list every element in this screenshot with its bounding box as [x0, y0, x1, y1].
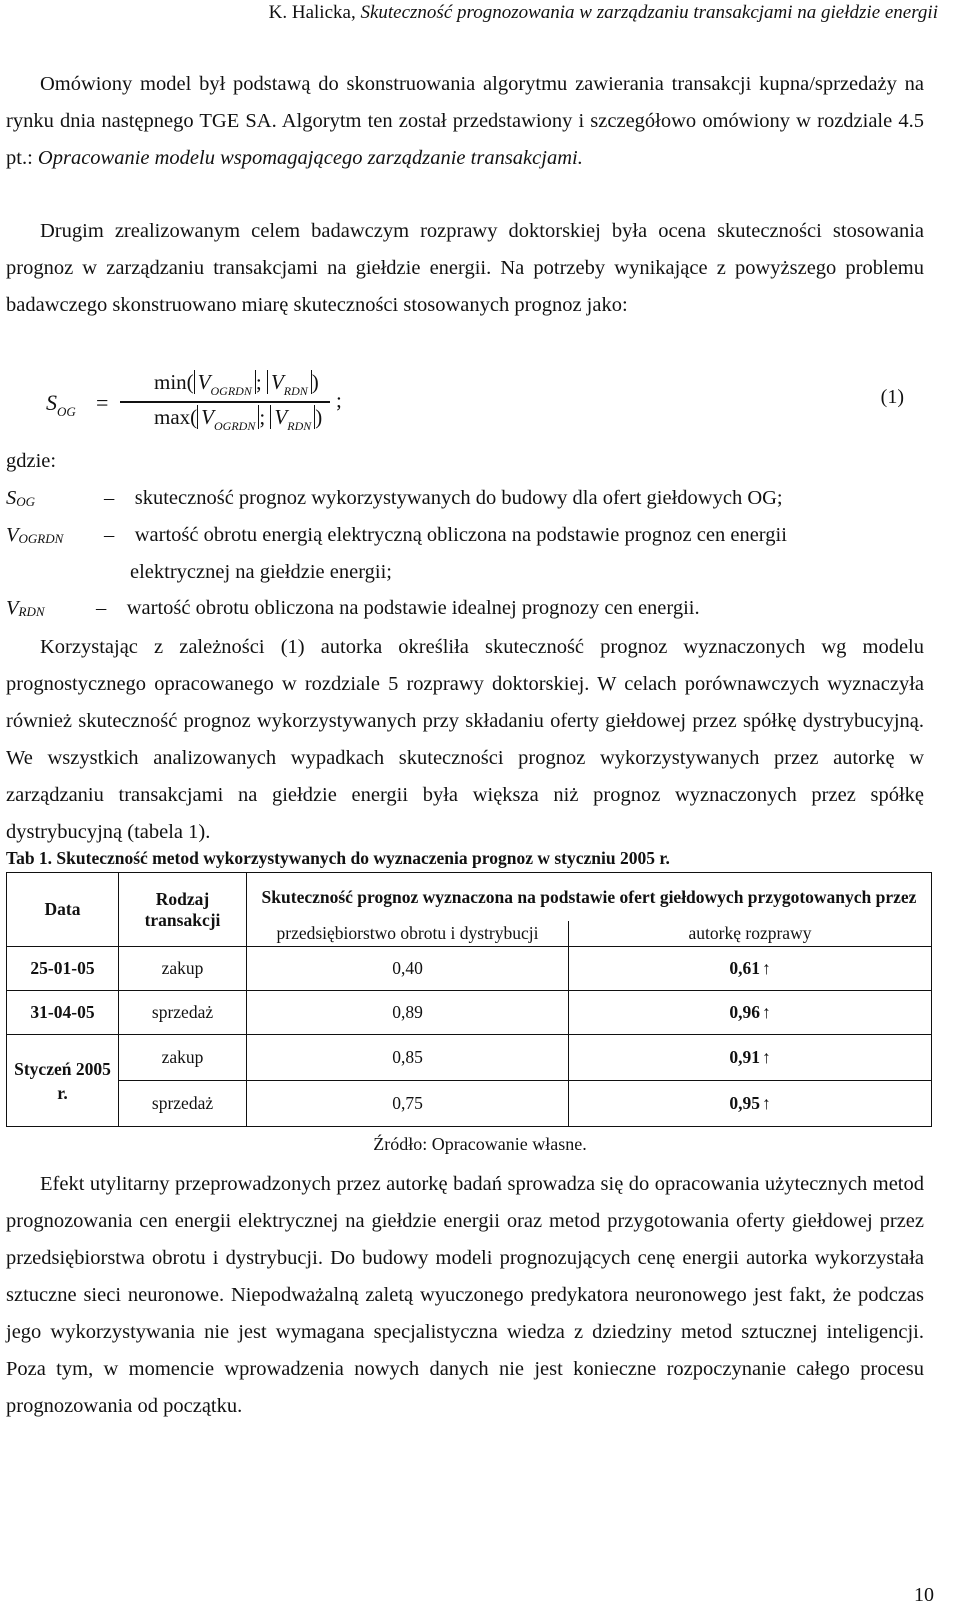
formula-1 [40, 372, 930, 446]
definition-vrdn-text: – wartość obrotu obliczona na podstawie idealnej prognozy cen energii. [96, 597, 700, 619]
header-col-author: autorkę rozprawy [569, 921, 932, 947]
arrow-up-icon: ↑ [761, 958, 771, 978]
table-row: Styczeń 2005 r. zakup 0,85 0,91 ↑ [7, 1035, 932, 1081]
formula-fraction [120, 370, 330, 434]
header-effectiveness: Skuteczność prognoz wyznaczona na podstawie ofert giełdowych przygotowanych przez [247, 873, 932, 921]
table-source: Źródło: Opracowanie własne. [373, 1134, 587, 1154]
paragraph-1 [6, 66, 924, 177]
header-date: Data [7, 873, 119, 947]
definition-vrdn: $V_{RDN}$ [6, 597, 45, 619]
definition-sog-text: – skuteczność prognoz wykorzystywanych do budowy dla ofert giełdowych OG; [104, 487, 783, 509]
table-row: 31-04-05 sprzedaż 0,89 0,96 ↑ [7, 991, 932, 1035]
running-header [269, 2, 938, 24]
definition-vogrdn-text-2: elektrycznej na giełdzie energii; [130, 561, 393, 583]
formula-denominator: max( $V_{OGRDN}$ ; $V_{RDN}$ ) [154, 404, 323, 433]
results-table [6, 872, 932, 1127]
table-caption: Tab 1. Skuteczność metod wykorzystywanych do wyznaczenia prognoz w styczniu 2005 r. [6, 848, 670, 868]
formula-number: (1) [880, 386, 904, 408]
definition-sog: $S_{OG}$ [6, 487, 36, 509]
paragraph-2: Drugim zrealizowanym celem badawczym rozprawy doktorskiej była ocena skuteczności stosowania prognoz w zarządzaniu transakcjami na giełdzie energii. Na potrzeby wynikające z powyższego problemu badawczego skonstruowano miarę skuteczności stosowanych prognoz jako: [6, 220, 924, 316]
page-number: 10 [914, 1584, 934, 1606]
arrow-up-icon: ↑ [761, 1093, 771, 1113]
definitions-label: gdzie: [6, 450, 57, 472]
arrow-up-icon: ↑ [761, 1047, 771, 1067]
fraction-bar [120, 401, 330, 403]
header-author: K. Halicka, [268, 2, 361, 23]
table-row: sprzedaż 0,75 0,95 ↑ [7, 1081, 932, 1127]
formula-numerator: min( $V_{OGRDN}$ ; $V_{RDN}$ ) [154, 370, 319, 398]
header-title: Skuteczność prognozowania w zarządzaniu transakcjami na giełdzie energii [360, 2, 938, 23]
paragraph-1-italic: Opracowanie modelu wspomagającego zarządzanie transakcjami. [37, 147, 583, 169]
header-transaction-type: Rodzaj transakcji [119, 873, 247, 947]
paragraph-4: Efekt utylitarny przeprowadzonych przez autorkę badań sprowadza się do opracowania użytecznych metod prognozowania cen energii elektrycznej na giełdzie energii oraz metod przygotowania oferty giełdowej przez przedsiębiorstwa obrotu i dystrybucji. Do budowy modeli prognozujących cenę energii autorka wykorzystała sztuczne sieci neuronowe. Niepodważalną zaletą wyuczonego predykatora neuronowego jest fakt, że podczas jego wykorzystywania nie jest wymagana specjalistyczna wiedza z dziedziny metod sztucznej inteligencji. Poza tym, w momencie wprowadzenia nowych danych nie jest konieczne rozpoczynanie całego procesu prognozowania od początku. [6, 1173, 924, 1417]
paragraph-3: Korzystając z zależności (1) autorka określiła skuteczność prognoz wyznaczonych wg modelu prognostycznego opracowanego w rozdziale 5 rozprawy doktorskiej. W celach porównawczych wyznaczyła również skuteczność prognoz wykorzystywanych przy składaniu oferty giełdowej przez spółkę dystrybucyjną. We wszystkich analizowanych wypadkach skuteczności prognoz wykorzystywanych przez autorkę w zarządzaniu transakcjami na giełdzie energii była większa niż prognoz wyznaczonych przez spółkę dystrybucyjną (tabela 1). [6, 636, 924, 843]
definition-vogrdn: $V_{OGRDN}$ [6, 524, 64, 546]
definition-vogrdn-text: – wartość obrotu energią elektryczną obliczona na podstawie prognoz cen energii [104, 524, 787, 546]
formula-semicolon: ; [336, 388, 342, 412]
header-col-company: przedsiębiorstwo obrotu i dystrybucji [247, 921, 569, 947]
formula-equals: = [96, 390, 109, 415]
table-row: 25-01-05 zakup 0,40 0,61 ↑ [7, 947, 932, 991]
formula-lhs: $S_{OG}$ [46, 390, 76, 419]
arrow-up-icon: ↑ [761, 1002, 771, 1022]
paragraph-1-text: Omówiony model był podstawą do skonstruowania algorytmu zawierania transakcji kupna/sprzedaży na rynku dnia następnego TGE SA. Algorytm ten został przedstawiony i szczegółowo omówiony w rozdziale 4.5 pt.: [6, 73, 924, 169]
